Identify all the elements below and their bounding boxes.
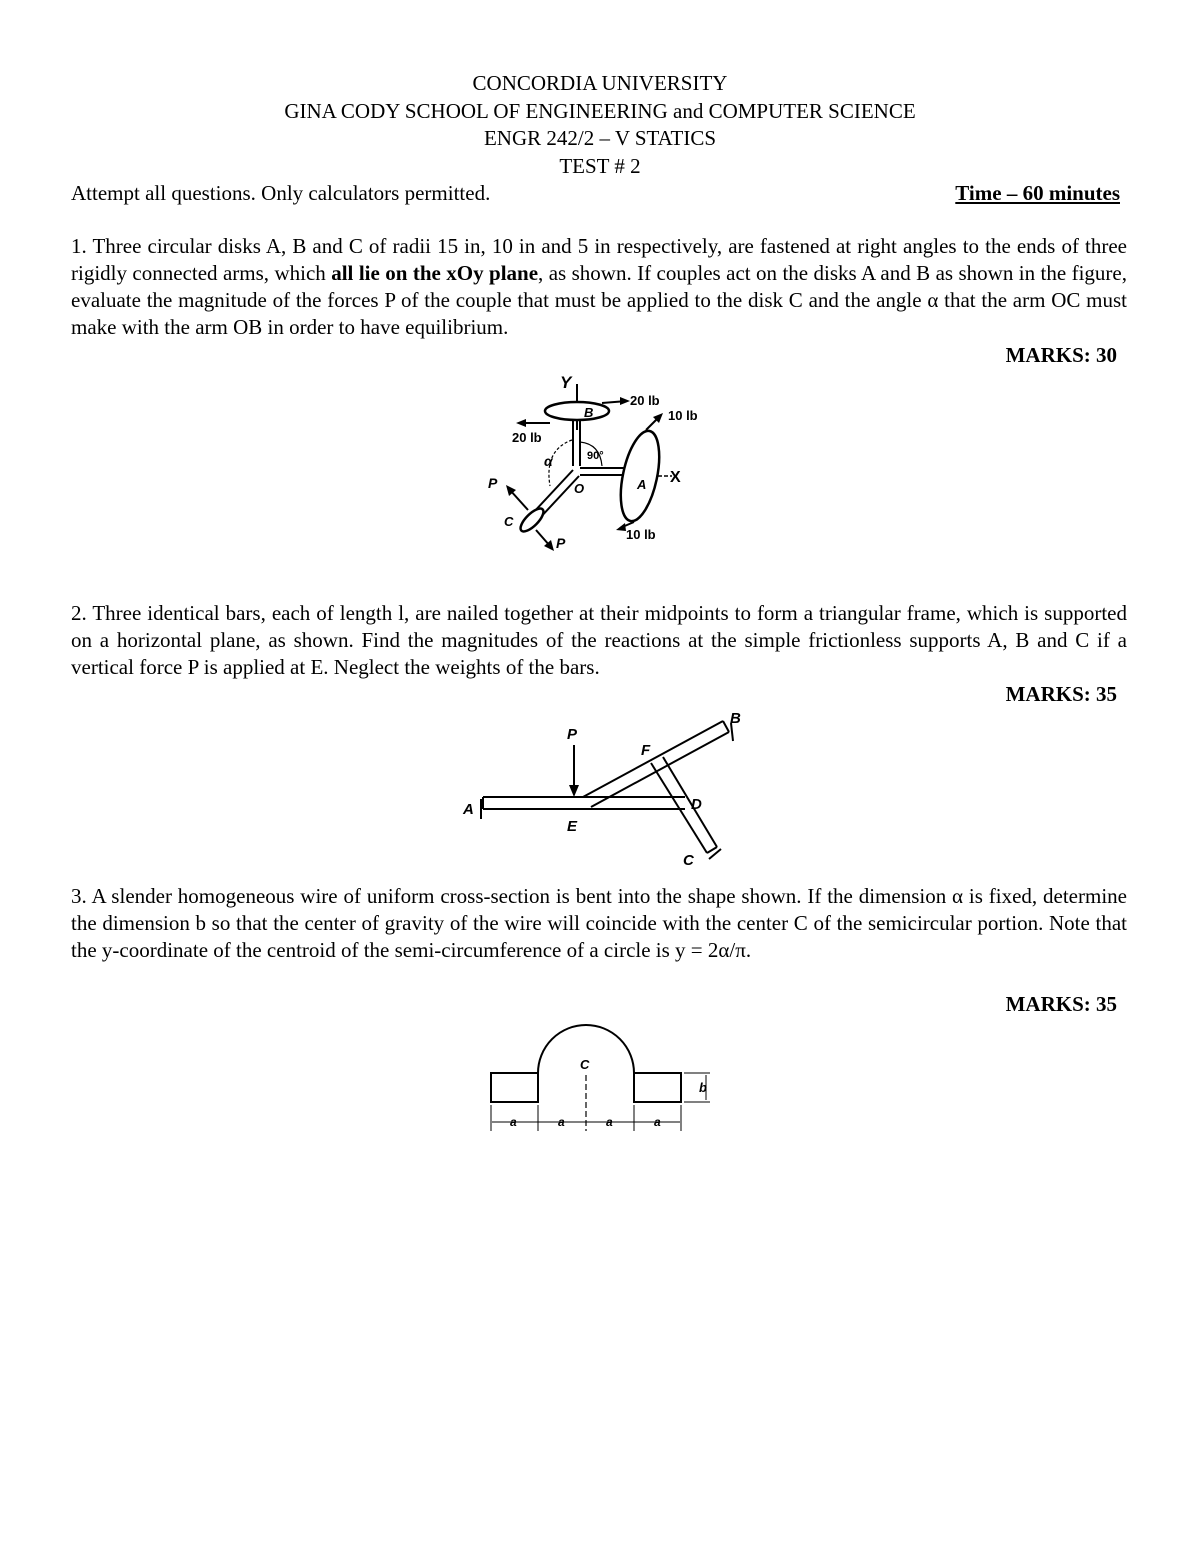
label-o: O [574, 481, 585, 496]
test-title: TEST # 2 [559, 154, 641, 178]
question-3: 3. A slender homogeneous wire of uniform cross-section is bent into the shape shown. If the dimension α is fixed, determine the dimension b so that the center of gravity of the wire will coincide with the center C of the semicircular portion. Note that the y-coordinate of the centroid of the semi-circumference of a circle is y = 2α/π. [71, 884, 1127, 962]
figure-bent-wire [480, 1015, 730, 1140]
label-e: E [567, 818, 578, 835]
label-c: C [504, 514, 514, 529]
question-1-marks: MARKS: 30 [1005, 343, 1117, 367]
time-limit: Time – 60 minutes [955, 181, 1120, 205]
question-3-marks: MARKS: 35 [1005, 992, 1117, 1016]
question-1-bold: all lie on the xOy plane [331, 261, 539, 285]
label-10lb-bottom: 10 lb [626, 527, 656, 542]
question-2: 2. Three identical bars, each of length l, are nailed together at their midpoints to form a triangular frame, which is supported on a horizontal plane, as shown. Find the magnitudes of the reactions at the simple frictionless supports A, B and C if a vertical force P is applied at E. Neglect the weights of the bars. [71, 601, 1127, 679]
school-name: GINA CODY SCHOOL OF ENGINEERING and COMPUTER SCIENCE [284, 99, 916, 123]
label-f: F [641, 742, 651, 759]
figure-triangular-frame [455, 705, 755, 880]
label-b: b [699, 1080, 707, 1095]
question-1-text-after: , as shown. If couples act on the disks A and B as shown in the figure, evaluate the magnitude of the forces P of the couple that must be applied to the disk C and the angle α that the arm OC must make with the arm OB in order to have equilibrium. [71, 261, 1127, 339]
label-10lb-top: 10 lb [668, 408, 698, 423]
label-a-1: a [510, 1115, 517, 1129]
university-name: CONCORDIA UNIVERSITY [472, 71, 728, 95]
question-2-marks: MARKS: 35 [1005, 682, 1117, 706]
label-x-axis: X [670, 469, 681, 486]
label-p-top: P [488, 475, 498, 491]
question-1 [71, 233, 1127, 341]
label-p-bottom: P [556, 535, 566, 551]
label-b: B [730, 710, 741, 727]
label-a-4: a [654, 1115, 661, 1129]
disk-c [517, 505, 547, 535]
label-a-3: a [606, 1115, 613, 1129]
label-20lb-right: 20 lb [630, 393, 660, 408]
figure-disks [470, 368, 720, 558]
label-a-2: a [558, 1115, 565, 1129]
label-b: B [584, 405, 594, 420]
course-code: ENGR 242/2 – V STATICS [483, 126, 717, 150]
question-1-text-before: 1. Three circular disks A, B and C of radii 15 in, 10 in and 5 in respectively, are fastened at right angles to the ends of three rigidly connected arms, which [71, 234, 1127, 285]
label-y-axis: Y [560, 373, 572, 392]
label-a: A [637, 477, 647, 492]
label-90: 90° [587, 450, 604, 462]
label-c: C [580, 1057, 590, 1072]
label-alpha: α [544, 453, 553, 469]
disk-b [545, 402, 609, 420]
label-20lb-left: 20 lb [512, 430, 542, 445]
label-p: P [567, 726, 578, 743]
instructions: Attempt all questions. Only calculators permitted. [71, 181, 491, 205]
label-c: C [683, 852, 694, 869]
label-a: A [463, 801, 474, 818]
label-d: D [691, 796, 702, 813]
